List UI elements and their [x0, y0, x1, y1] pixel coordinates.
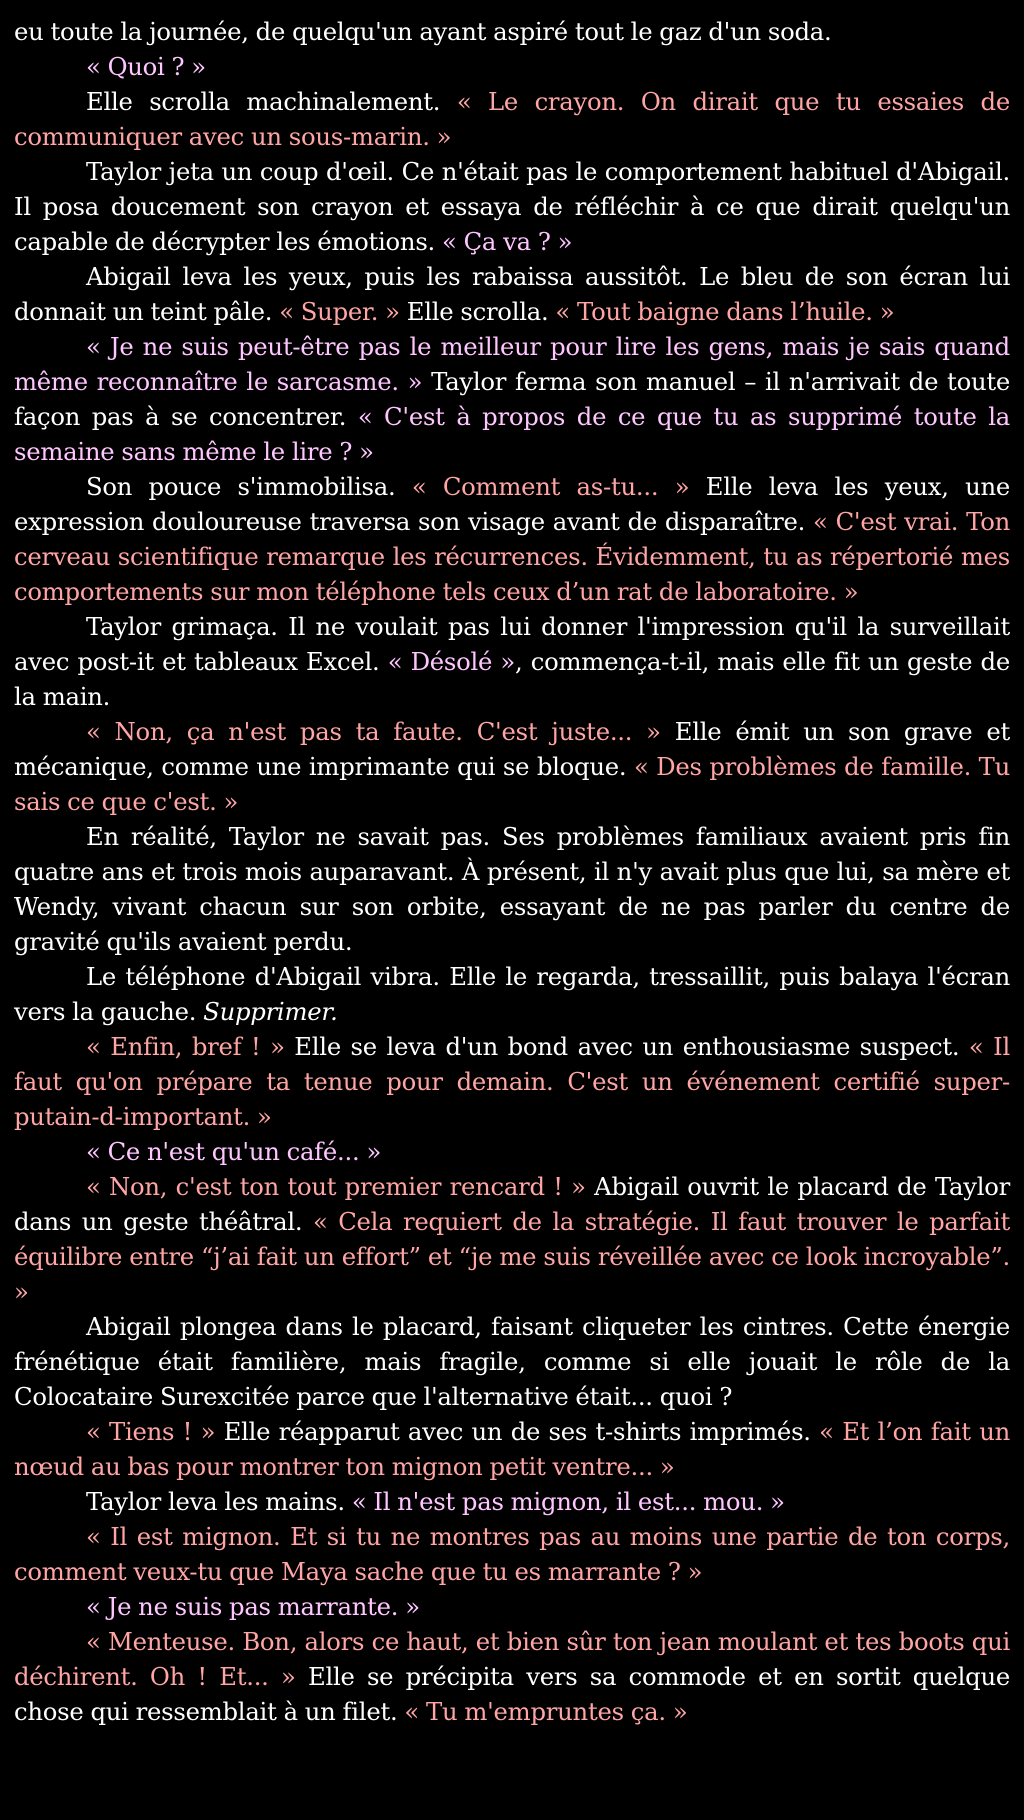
ebook-page-text: [14, 14, 1010, 1729]
paragraph: [14, 1414, 1010, 1484]
abigail-dialogue: « Non, c'est ton tout premier rencard ! »: [86, 1172, 586, 1201]
narration-text: Elle leva les yeux, une expression douloureuse traversa son visage avant de disparaître.: [14, 472, 1011, 536]
taylor-dialogue: « Ce n'est qu'un café... »: [86, 1137, 382, 1166]
paragraph: [14, 1589, 1010, 1624]
narration-text: Supprimer.: [203, 997, 338, 1026]
abigail-dialogue: « Menteuse. Bon, alors ce haut, et bien sûr ton jean moulant et tes boots qui déchirent. Oh ! Et... »: [14, 1627, 1010, 1691]
abigail-dialogue: « Super. »: [279, 297, 400, 326]
taylor-dialogue: « Je ne suis pas marrante. »: [86, 1592, 420, 1621]
paragraph: [14, 154, 1010, 259]
narration-text: Son pouce s'immobilisa.: [86, 472, 412, 501]
abigail-dialogue: « Tout baigne dans l’huile. »: [555, 297, 895, 326]
paragraph: [14, 959, 1010, 1029]
paragraph: [14, 259, 1010, 329]
narration-text: En réalité, Taylor ne savait pas. Ses problèmes familiaux avaient pris fin quatre ans et trois mois auparavant. À présent, il n'y avait plus que lui, sa mère et Wendy, vivant chacun sur son orbite, essayant de ne pas parler du centre de gravité qu'ils avaient perdu.: [14, 822, 1010, 956]
abigail-dialogue: « Tu m'empruntes ça. »: [404, 1697, 688, 1726]
abigail-dialogue: « Non, ça n'est pas ta faute. C'est juste... »: [86, 717, 661, 746]
taylor-dialogue: « Je ne suis peut-être pas le meilleur pour lire les gens, mais je sais quand même reconnaître le sarcasme. »: [14, 332, 1010, 396]
narration-text: Abigail leva les yeux, puis les rabaissa aussitôt. Le bleu de son écran lui donnait un teint pâle.: [14, 262, 1010, 326]
paragraph: [14, 609, 1010, 714]
paragraph: [14, 84, 1010, 154]
taylor-dialogue: « Quoi ? »: [86, 52, 206, 81]
abigail-dialogue: « Le crayon. On dirait que tu essaies de communiquer avec un sous-marin. »: [14, 87, 1010, 151]
paragraph: [14, 1519, 1010, 1589]
abigail-dialogue: « Et l’on fait un nœud au bas pour montrer ton mignon petit ventre... »: [14, 1417, 1010, 1481]
paragraph: [14, 49, 1010, 84]
narration-text: Elle émit un son grave et mécanique, comme une imprimante qui se bloque.: [14, 717, 1010, 781]
narration-text: Taylor grimaça. Il ne voulait pas lui donner l'impression qu'il la surveillait avec post-it et tableaux Excel.: [14, 612, 1010, 676]
taylor-dialogue: « Il n'est pas mignon, il est... mou. »: [351, 1487, 785, 1516]
narration-text: Le téléphone d'Abigail vibra. Elle le regarda, tressaillit, puis balaya l'écran vers la gauche.: [14, 962, 1010, 1026]
taylor-dialogue: « Désolé »: [387, 647, 516, 676]
abigail-dialogue: « Tiens ! »: [86, 1417, 216, 1446]
paragraph: [14, 329, 1010, 469]
abigail-dialogue: « Comment as-tu... »: [411, 472, 690, 501]
narration-text: , commença-t-il, mais elle fit un geste de la main.: [14, 647, 1010, 711]
narration-text: Elle se leva d'un bond avec un enthousiasme suspect.: [284, 1032, 969, 1061]
paragraph: [14, 1624, 1010, 1729]
abigail-dialogue: « Cela requiert de la stratégie. Il faut trouver le parfait équilibre entre “j’ai fait un effort” et “je me suis réveillée avec ce look incroyable”. »: [14, 1207, 1010, 1306]
paragraph: [14, 1309, 1010, 1414]
paragraph: [14, 1484, 1010, 1519]
abigail-dialogue: « Il est mignon. Et si tu ne montres pas au moins une partie de ton corps, comment veux-tu que Maya sache que tu es marrante ? »: [14, 1522, 1010, 1586]
narration-text: Taylor leva les mains.: [86, 1487, 352, 1516]
narration-text: Abigail plongea dans le placard, faisant cliqueter les cintres. Cette énergie frénétique était familière, mais fragile, comme si elle jouait le rôle de la Colocataire Surexcitée parce que l'alternative était... quoi ?: [14, 1312, 1010, 1411]
abigail-dialogue: « Des problèmes de famille. Tu sais ce que c'est. »: [14, 752, 1010, 816]
paragraph: [14, 14, 1010, 49]
abigail-dialogue: « C'est vrai. Ton cerveau scientifique remarque les récurrences. Évidemment, tu as répertorié mes comportements sur mon téléphone tels ceux d’un rat de laboratoire. »: [14, 507, 1010, 606]
narration-text: Elle scrolla machinalement.: [86, 87, 457, 116]
paragraph: [14, 1169, 1010, 1309]
narration-text: Taylor ferma son manuel – il n'arrivait de toute façon pas à se concentrer.: [14, 367, 1010, 431]
paragraph: [14, 469, 1010, 609]
narration-text: Abigail ouvrit le placard de Taylor dans un geste théâtral.: [14, 1172, 1010, 1236]
abigail-dialogue: « Enfin, bref ! »: [86, 1032, 285, 1061]
paragraph: [14, 819, 1010, 959]
narration-text: Taylor jeta un coup d'œil. Ce n'était pas le comportement habituel d'Abigail. Il posa doucement son crayon et essaya de réfléchir à ce que dirait quelqu'un capable de décrypter les émotions.: [14, 157, 1010, 256]
narration-text: Elle réapparut avec un de ses t-shirts imprimés.: [215, 1417, 820, 1446]
paragraph: [14, 1134, 1010, 1169]
narration-text: Elle scrolla.: [399, 297, 556, 326]
narration-text: eu toute la journée, de quelqu'un ayant aspiré tout le gaz d'un soda.: [14, 17, 832, 46]
taylor-dialogue: « Ça va ? »: [442, 227, 573, 256]
abigail-dialogue: « Il faut qu'on prépare ta tenue pour demain. C'est un événement certifié super-putain-d-important. »: [14, 1032, 1010, 1131]
taylor-dialogue: « C'est à propos de ce que tu as supprimé toute la semaine sans même le lire ? »: [14, 402, 1011, 466]
narration-text: Elle se précipita vers sa commode et en sortit quelque chose qui ressemblait à un filet.: [14, 1662, 1010, 1726]
paragraph: [14, 714, 1010, 819]
paragraph: [14, 1029, 1010, 1134]
